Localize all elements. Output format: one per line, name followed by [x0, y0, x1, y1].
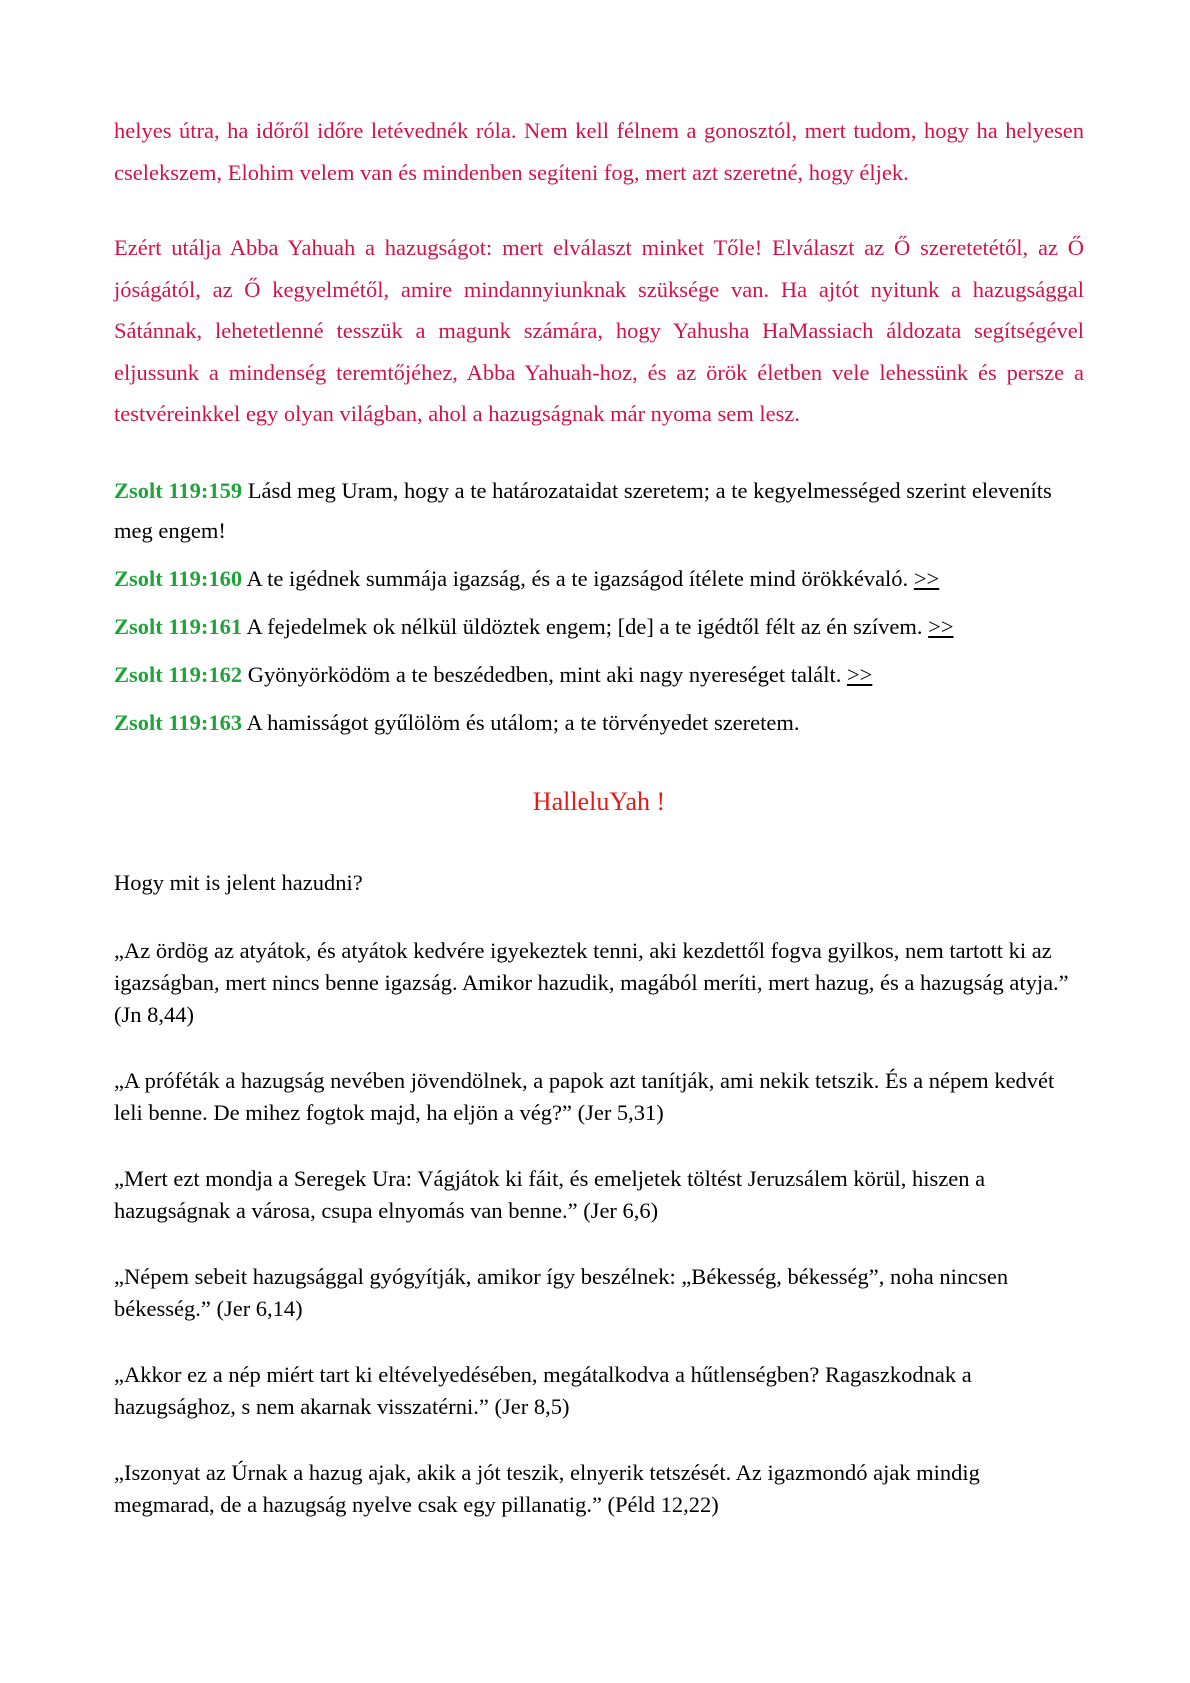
quote-paragraph: „Akkor ez a nép miért tart ki eltévelyedésében, megátalkodva a hűtlenségben? Ragaszkodnak a hazugsághoz, s nem akarnak visszatérni.” (Jer 8,5)	[114, 1361, 972, 1419]
verse-text: A hamisságot gyűlölöm és utálom; a te törvényedet szeretem.	[242, 709, 800, 735]
document-page	[114, 110, 1084, 1555]
verse-text: A fejedelmek ok nélkül üldöztek engem; [de] a te igédtől félt az én szívem.	[242, 613, 929, 639]
red-paragraph-1: helyes útra, ha időről időre letévednék róla. Nem kell félnem a gonosztól, mert tudom, hogy ha helyesen cselekszem, Elohim velem van és mindenben segíteni fog, mert azt szeretné, hogy éljek.	[114, 118, 1084, 185]
quote-paragraph: „A próféták a hazugság nevében jövendölnek, a papok azt tanítják, ami nekik tetszik. És a népem kedvét leli benne. De mihez fogtok majd, ha eljön a vég?” (Jer 5,31)	[114, 1067, 1055, 1125]
more-link[interactable]: >>	[846, 661, 873, 687]
verse-item	[114, 655, 1084, 695]
verse-reference: Zsolt 119:159	[114, 477, 243, 503]
verse-text: A te igédnek summája igazság, és a te igazságod ítélete mind örökkévaló.	[242, 565, 914, 591]
quote-paragraph: „Népem sebeit hazugsággal gyógyítják, amikor így beszélnek: „Békesség, békesség”, noha nincsen békesség.” (Jer 6,14)	[114, 1263, 1009, 1321]
verse-reference: Zsolt 119:161	[114, 613, 243, 639]
verse-item	[114, 607, 1084, 647]
verse-item	[114, 559, 1084, 599]
red-paragraph-2: Ezért utálja Abba Yahuah a hazugságot: mert elválaszt minket Tőle! Elválaszt az Ő szeretetétől, az Ő jóságától, az Ő kegyelmétől, amire mindannyiunknak szüksége van. Ha ajtót nyitunk a hazugsággal Sátánnak, lehetetlenné tesszük a magunk számára, hogy Yahusha HaMassiach áldozata segítségével eljussunk a mindenség teremtőjéhez, Abba Yahuah-hoz, és az örök életben vele lehessünk és persze a testvéreinkkel egy olyan világban, ahol a hazugságnak már nyoma sem lesz.	[114, 235, 1084, 426]
quote-paragraph: „Mert ezt mondja a Seregek Ura: Vágjátok ki fáit, és emeljetek töltést Jeruzsálem körül, hiszen a hazugságnak a városa, csupa elnyomás van benne.” (Jer 6,6)	[114, 1165, 986, 1223]
verse-item	[114, 471, 1084, 551]
more-link[interactable]: >>	[928, 613, 954, 639]
hallelujah-heading: HalleluYah !	[532, 786, 666, 816]
more-link[interactable]: >>	[913, 565, 940, 591]
verse-text: Lásd meg Uram, hogy a te határozataidat szeretem; a te kegyelmességed szerint eleveníts meg engem!	[114, 477, 1052, 543]
verse-reference: Zsolt 119:163	[114, 709, 243, 735]
quote-paragraph: „Az ördög az atyátok, és atyátok kedvére igyekeztek tenni, aki kezdettől fogva gyilkos, nem tartott ki az igazságban, mert nincs benne igazság. Amikor hazudik, magából meríti, mert hazug, és a hazugság atyja.” (Jn 8,44)	[114, 937, 1069, 1027]
verse-list	[114, 471, 1084, 743]
verse-reference: Zsolt 119:162	[114, 661, 243, 687]
quote-list	[114, 935, 1084, 1521]
verse-item	[114, 703, 1084, 743]
question-heading: Hogy mit is jelent hazudni?	[114, 869, 363, 895]
quote-paragraph: „Iszonyat az Úrnak a hazug ajak, akik a jót teszik, elnyerik tetszését. Az igazmondó ajak mindig megmarad, de a hazugság nyelve csak egy pillanatig.” (Péld 12,22)	[114, 1459, 980, 1517]
verse-reference: Zsolt 119:160	[114, 565, 243, 591]
verse-text: Gyönyörködöm a te beszédedben, mint aki nagy nyereséget talált.	[242, 661, 847, 687]
